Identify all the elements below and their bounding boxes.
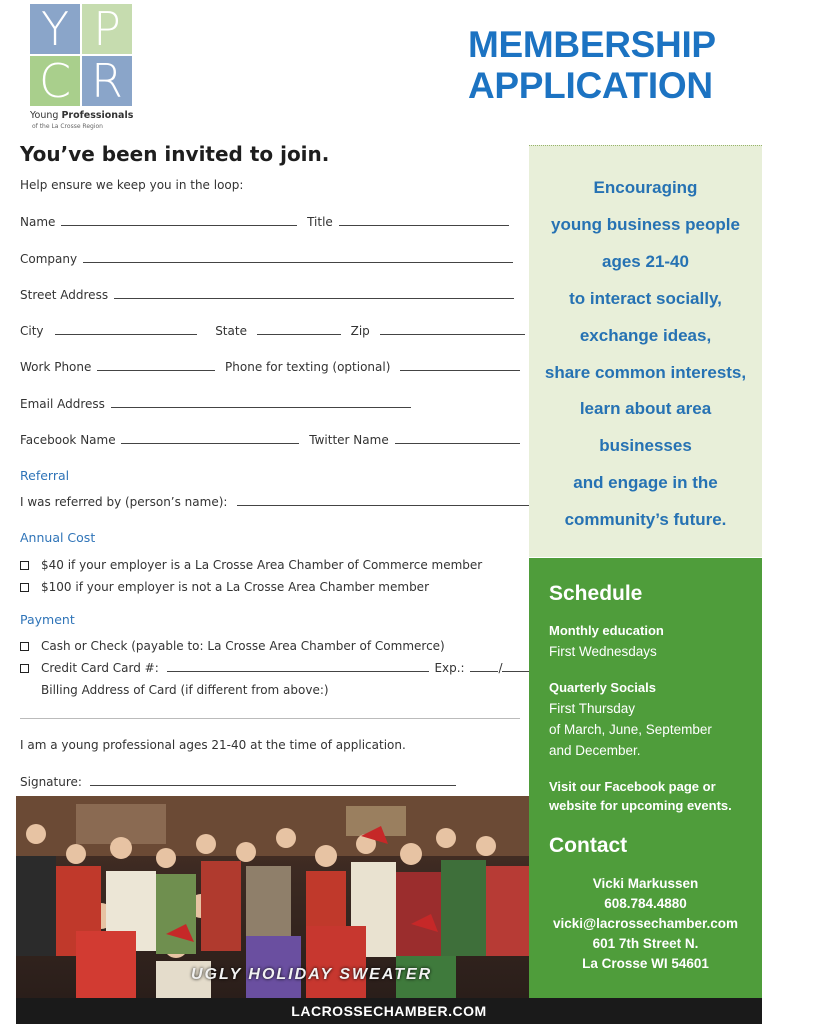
zip-label: Zip [350, 324, 370, 338]
promo-line: businesses [599, 436, 692, 455]
pay-card-checkbox[interactable] [20, 664, 29, 673]
title-label: Title [307, 215, 333, 229]
phone-row [20, 359, 526, 375]
quarterly-line: of March, June, September [549, 722, 712, 737]
promo-line: and engage in the [573, 473, 718, 492]
twitter-field[interactable] [395, 432, 520, 444]
city-state-zip-row [20, 323, 531, 339]
street-row [20, 287, 520, 303]
quarterly-line: First Thursday [549, 701, 636, 716]
promo-line: exchange ideas, [579, 326, 712, 345]
company-row [20, 251, 519, 267]
schedule-box [529, 558, 762, 998]
cost-nonmember-label: $100 if your employer is not a La Crosse Area Chamber member [41, 580, 430, 594]
payment-heading: Payment [20, 612, 75, 627]
invite-subtext: Help ensure we keep you in the loop: [20, 178, 244, 192]
promo-line: community’s future. [564, 510, 727, 529]
promo-line: Encouraging [593, 178, 698, 197]
zip-field[interactable] [380, 323, 525, 335]
texting-field[interactable] [400, 359, 520, 371]
pay-cash-label: Cash or Check (payable to: La Crosse Area Chamber of Commerce) [41, 639, 445, 653]
signature-label: Signature: [20, 775, 82, 789]
schedule-heading: Schedule [549, 582, 643, 605]
work-phone-label: Work Phone [20, 360, 92, 374]
ypcr-logo [30, 2, 140, 130]
billing-address-label: Billing Address of Card (if different from above:) [41, 683, 329, 697]
pay-card-label: Credit Card Card #: [41, 661, 159, 675]
quarterly-line: and December. [549, 743, 641, 758]
exp-year-field[interactable] [502, 660, 530, 672]
cost-member-checkbox[interactable] [20, 561, 29, 570]
signature-row [20, 774, 462, 790]
monthly-title: Monthly education [549, 623, 664, 638]
page-title: MEMBERSHIP APPLICATION [468, 24, 716, 106]
facebook-note: Visit our Facebook page or [549, 779, 716, 794]
card-number-field[interactable] [167, 660, 429, 672]
twitter-label: Twitter Name [309, 433, 389, 447]
facebook-field[interactable] [121, 432, 299, 444]
promo-line: to interact socially, [569, 289, 722, 308]
contact-heading: Contact [549, 834, 628, 857]
contact-name: Vicki Markussen [592, 876, 699, 891]
contact-email[interactable]: vicki@lacrossechamber.com [552, 916, 739, 931]
texting-label: Phone for texting (optional) [225, 360, 391, 374]
promo-line: ages 21-40 [602, 252, 689, 271]
cost-nonmember-option[interactable] [20, 579, 429, 595]
city-label: City [20, 324, 44, 338]
city-field[interactable] [55, 323, 197, 335]
street-label: Street Address [20, 288, 109, 302]
promo-line: share common interests, [544, 363, 747, 382]
name-label: Name [20, 215, 56, 229]
invite-heading: You’ve been invited to join. [20, 142, 330, 166]
pay-card-option[interactable] [20, 660, 536, 676]
exp-separator: / [498, 661, 503, 675]
referral-field[interactable] [237, 494, 529, 506]
footer-url[interactable]: LACROSSECHAMBER.COM [16, 998, 762, 1024]
pay-cash-option[interactable] [20, 638, 445, 654]
group-photo [16, 796, 529, 998]
referral-heading: Referral [20, 468, 70, 483]
promo-line: young business people [551, 215, 740, 234]
contact-street: 601 7th Street N. [592, 936, 699, 951]
exp-month-field[interactable] [470, 660, 498, 672]
email-field[interactable] [111, 396, 411, 408]
photo-caption: UGLY HOLIDAY SWEATER [191, 966, 433, 983]
logo-grid [30, 4, 134, 108]
company-field[interactable] [83, 251, 513, 263]
name-field[interactable] [61, 214, 297, 226]
logo-tagline: Young Professionals [30, 110, 134, 121]
social-row [20, 432, 526, 448]
facebook-note: website for upcoming events. [549, 798, 732, 813]
title-field[interactable] [339, 214, 509, 226]
form-divider [20, 718, 520, 719]
promo-line: learn about area [579, 399, 712, 418]
logo-cell-p: P [82, 4, 132, 54]
quarterly-title: Quarterly Socials [549, 680, 656, 695]
name-title-row [20, 214, 515, 230]
contact-phone: 608.784.4880 [604, 896, 687, 911]
logo-cell-r: R [82, 56, 132, 106]
state-field[interactable] [257, 323, 341, 335]
street-field[interactable] [114, 287, 514, 299]
state-label: State [215, 324, 247, 338]
contact-city: La Crosse WI 54601 [582, 956, 709, 971]
pay-cash-checkbox[interactable] [20, 642, 29, 651]
email-row [20, 396, 417, 412]
monthly-text: First Wednesdays [549, 644, 657, 659]
logo-subtagline: of the La Crosse Region [32, 123, 103, 130]
referral-label: I was referred by (person’s name): [20, 495, 228, 509]
attestation-text: I am a young professional ages 21-40 at the time of application. [20, 738, 406, 752]
email-label: Email Address [20, 397, 105, 411]
signature-field[interactable] [90, 774, 456, 786]
exp-label: Exp.: [434, 661, 465, 675]
cost-member-label: $40 if your employer is a La Crosse Area Chamber of Commerce member [41, 558, 483, 572]
referral-row [20, 494, 535, 510]
cost-nonmember-checkbox[interactable] [20, 583, 29, 592]
promo-box [529, 145, 762, 557]
company-label: Company [20, 252, 78, 266]
annual-cost-heading: Annual Cost [20, 530, 96, 545]
logo-cell-y: Y [30, 4, 80, 54]
cost-member-option[interactable] [20, 557, 482, 573]
logo-cell-c: C [30, 56, 80, 106]
work-phone-field[interactable] [97, 359, 215, 371]
facebook-label: Facebook Name [20, 433, 116, 447]
